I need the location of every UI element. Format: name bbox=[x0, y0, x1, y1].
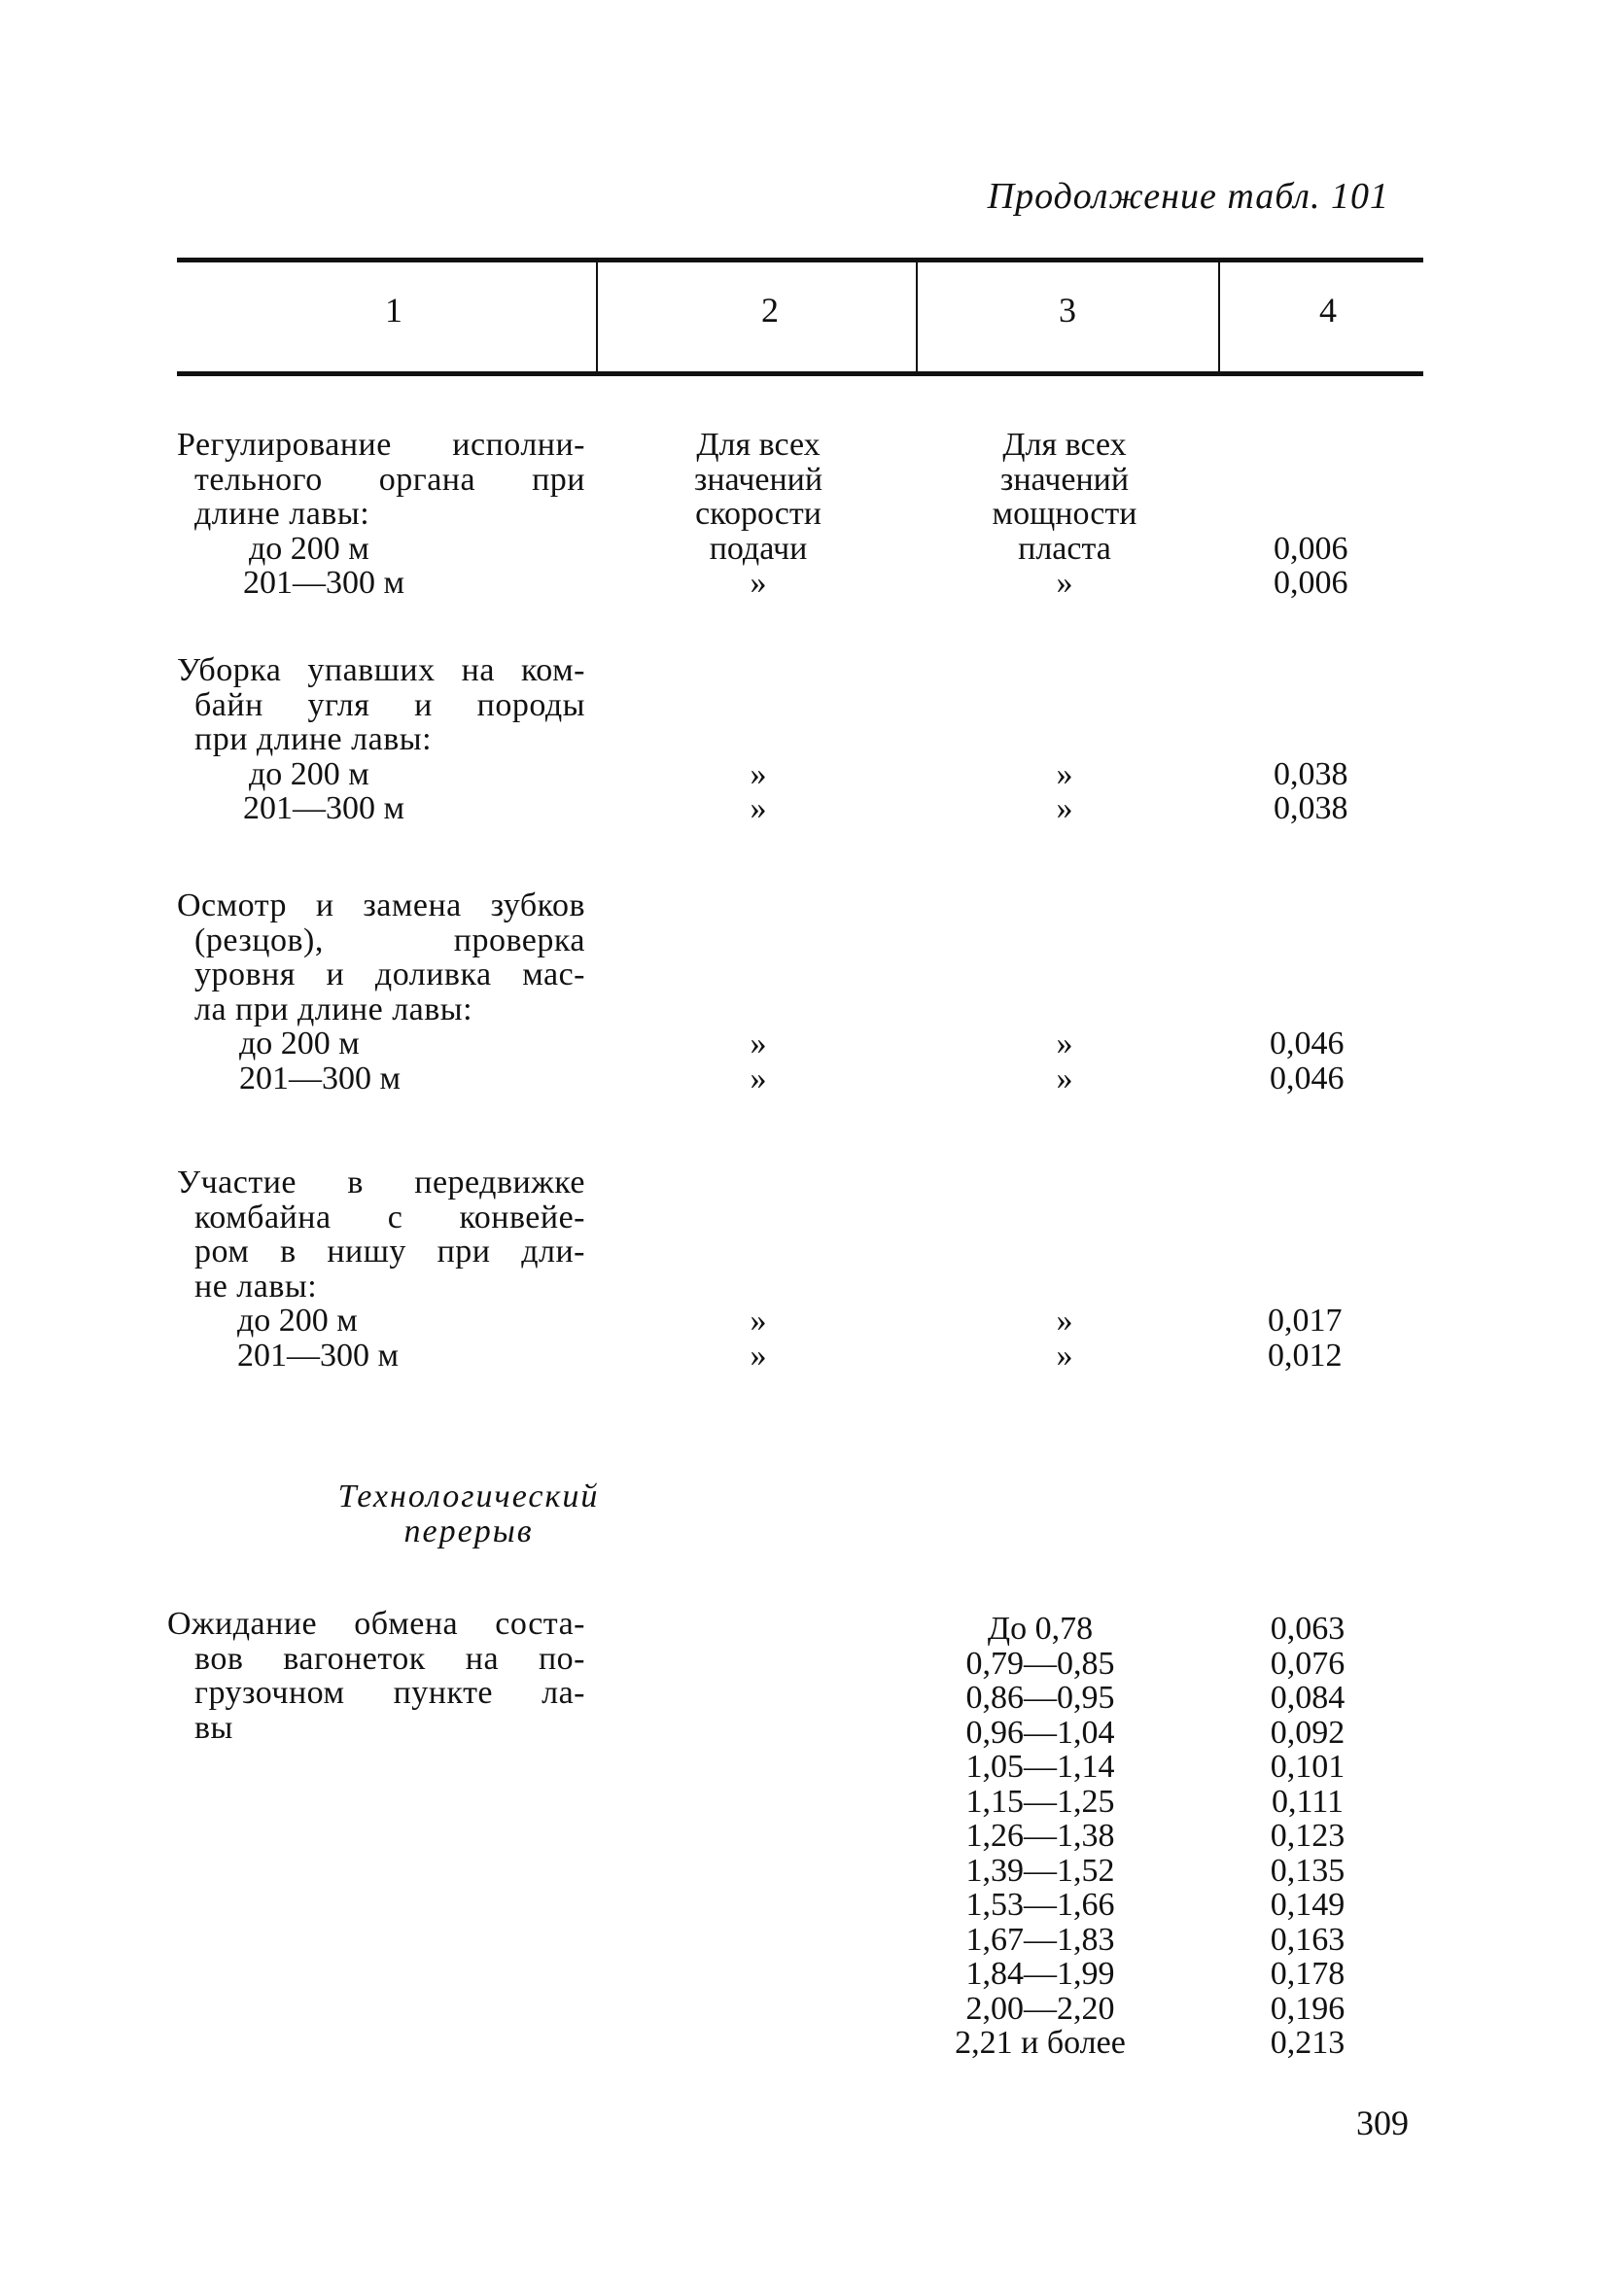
repeat-mark: » bbox=[1056, 755, 1073, 792]
section-title-line: Осмотр и замена зубков bbox=[177, 887, 585, 923]
range-value: 0,135 bbox=[1270, 1852, 1346, 1889]
repeat-mark: » bbox=[750, 565, 767, 601]
section-title-line: тельного органа при bbox=[194, 461, 585, 498]
section-title-line: вов вагонеток на по- bbox=[194, 1640, 585, 1677]
col3-header-line: Для всех bbox=[1002, 427, 1127, 463]
subheading-line: перерыв bbox=[403, 1513, 534, 1549]
col2-header-line: подачи bbox=[709, 530, 808, 567]
row-label: до 200 м bbox=[239, 1026, 360, 1061]
row-label: до 200 м bbox=[249, 755, 369, 792]
section-title-line: Регулирование исполни- bbox=[177, 427, 585, 463]
column-divider bbox=[596, 262, 598, 371]
section-title-line: Участие в передвижке bbox=[177, 1165, 585, 1200]
range-value: 0,149 bbox=[1270, 1887, 1346, 1923]
subheading-line: Технологический bbox=[337, 1478, 600, 1514]
repeat-mark: » bbox=[1056, 1026, 1073, 1061]
repeat-mark: » bbox=[1056, 790, 1073, 826]
range-cell: 1,67—1,83 bbox=[965, 1921, 1115, 1958]
repeat-mark: » bbox=[750, 1026, 767, 1061]
column-header-3: 3 bbox=[1059, 291, 1076, 330]
row-label: 201—300 м bbox=[243, 790, 405, 826]
repeat-mark: » bbox=[750, 1303, 767, 1339]
section-title-line: длине лавы: bbox=[194, 496, 370, 532]
row-value: 0,046 bbox=[1270, 1060, 1345, 1096]
table-top-rule bbox=[177, 258, 1423, 262]
column-header-1: 1 bbox=[385, 291, 402, 330]
section-title-line: при длине лавы: bbox=[194, 721, 433, 757]
col3-header-line: мощности bbox=[992, 496, 1137, 532]
row-value: 0,038 bbox=[1274, 755, 1348, 792]
range-value: 0,163 bbox=[1270, 1921, 1346, 1958]
table-header-bottom-rule bbox=[177, 371, 1423, 376]
row-value: 0,006 bbox=[1274, 530, 1348, 567]
range-cell: 1,53—1,66 bbox=[965, 1887, 1115, 1923]
range-cell: 2,00—2,20 bbox=[965, 1990, 1115, 2027]
section-title-line: вы bbox=[194, 1709, 233, 1746]
range-value: 0,213 bbox=[1270, 2025, 1346, 2061]
repeat-mark: » bbox=[750, 1060, 767, 1096]
row-value: 0,012 bbox=[1268, 1337, 1343, 1374]
column-header-2: 2 bbox=[761, 291, 779, 330]
range-cell: 1,39—1,52 bbox=[965, 1852, 1115, 1889]
range-value: 0,063 bbox=[1270, 1611, 1346, 1647]
col2-header-line: значений bbox=[693, 461, 823, 498]
range-value: 0,178 bbox=[1270, 1956, 1346, 1992]
repeat-mark: » bbox=[1056, 565, 1073, 601]
repeat-mark: » bbox=[750, 1337, 767, 1374]
range-value: 0,123 bbox=[1270, 1818, 1346, 1854]
column-header-4: 4 bbox=[1319, 291, 1337, 330]
range-cell: 0,86—0,95 bbox=[965, 1680, 1115, 1716]
page-number: 309 bbox=[1356, 2104, 1409, 2142]
column-divider bbox=[1218, 262, 1220, 371]
range-value: 0,111 bbox=[1272, 1783, 1344, 1820]
row-value: 0,017 bbox=[1268, 1303, 1343, 1339]
range-value: 0,076 bbox=[1270, 1645, 1346, 1682]
repeat-mark: » bbox=[1056, 1337, 1073, 1374]
row-label: до 200 м bbox=[237, 1303, 358, 1339]
col3-header-line: пласта bbox=[1018, 530, 1111, 567]
range-cell: До 0,78 bbox=[987, 1611, 1094, 1647]
section-title-line: (резцов), проверка bbox=[194, 922, 585, 958]
range-cell: 1,84—1,99 bbox=[965, 1956, 1115, 1992]
repeat-mark: » bbox=[1056, 1303, 1073, 1339]
section-title-line: байн угля и породы bbox=[194, 686, 585, 723]
section-title-line: не лавы: bbox=[194, 1268, 318, 1305]
repeat-mark: » bbox=[750, 790, 767, 826]
range-value: 0,084 bbox=[1270, 1680, 1346, 1716]
section-title-line: Уборка упавших на ком- bbox=[177, 652, 585, 688]
range-cell: 2,21 и более bbox=[955, 2025, 1126, 2061]
col2-header-line: Для всех bbox=[696, 427, 821, 463]
row-label: 201—300 м bbox=[243, 565, 405, 601]
range-cell: 0,96—1,04 bbox=[965, 1714, 1115, 1751]
section-title-line: грузочном пункте ла- bbox=[194, 1675, 585, 1711]
range-cell: 1,05—1,14 bbox=[965, 1749, 1115, 1785]
range-value: 0,101 bbox=[1270, 1749, 1346, 1785]
row-label: до 200 м bbox=[249, 530, 369, 567]
row-value: 0,046 bbox=[1270, 1026, 1345, 1061]
section-title-line: ром в нишу при дли- bbox=[194, 1234, 585, 1270]
range-value: 0,196 bbox=[1270, 1990, 1346, 2027]
section-title-line: Ожидание обмена соста- bbox=[167, 1606, 585, 1642]
range-value: 0,092 bbox=[1270, 1714, 1346, 1751]
range-cell: 1,15—1,25 bbox=[965, 1783, 1115, 1820]
range-cell: 1,26—1,38 bbox=[965, 1818, 1115, 1854]
row-label: 201—300 м bbox=[239, 1060, 402, 1096]
col2-header-line: скорости bbox=[695, 496, 821, 532]
section-title-line: ла при длине лавы: bbox=[194, 991, 473, 1027]
column-divider bbox=[916, 262, 918, 371]
repeat-mark: » bbox=[750, 755, 767, 792]
row-label: 201—300 м bbox=[237, 1337, 400, 1374]
range-cell: 0,79—0,85 bbox=[965, 1645, 1115, 1682]
running-head: Продолжение табл. 101 bbox=[987, 176, 1389, 217]
row-value: 0,006 bbox=[1274, 565, 1348, 601]
section-title-line: комбайна с конвейе- bbox=[194, 1199, 585, 1235]
row-value: 0,038 bbox=[1274, 790, 1348, 826]
section-title-line: уровня и доливка мас- bbox=[194, 957, 585, 992]
repeat-mark: » bbox=[1056, 1060, 1073, 1096]
col3-header-line: значений bbox=[999, 461, 1130, 498]
